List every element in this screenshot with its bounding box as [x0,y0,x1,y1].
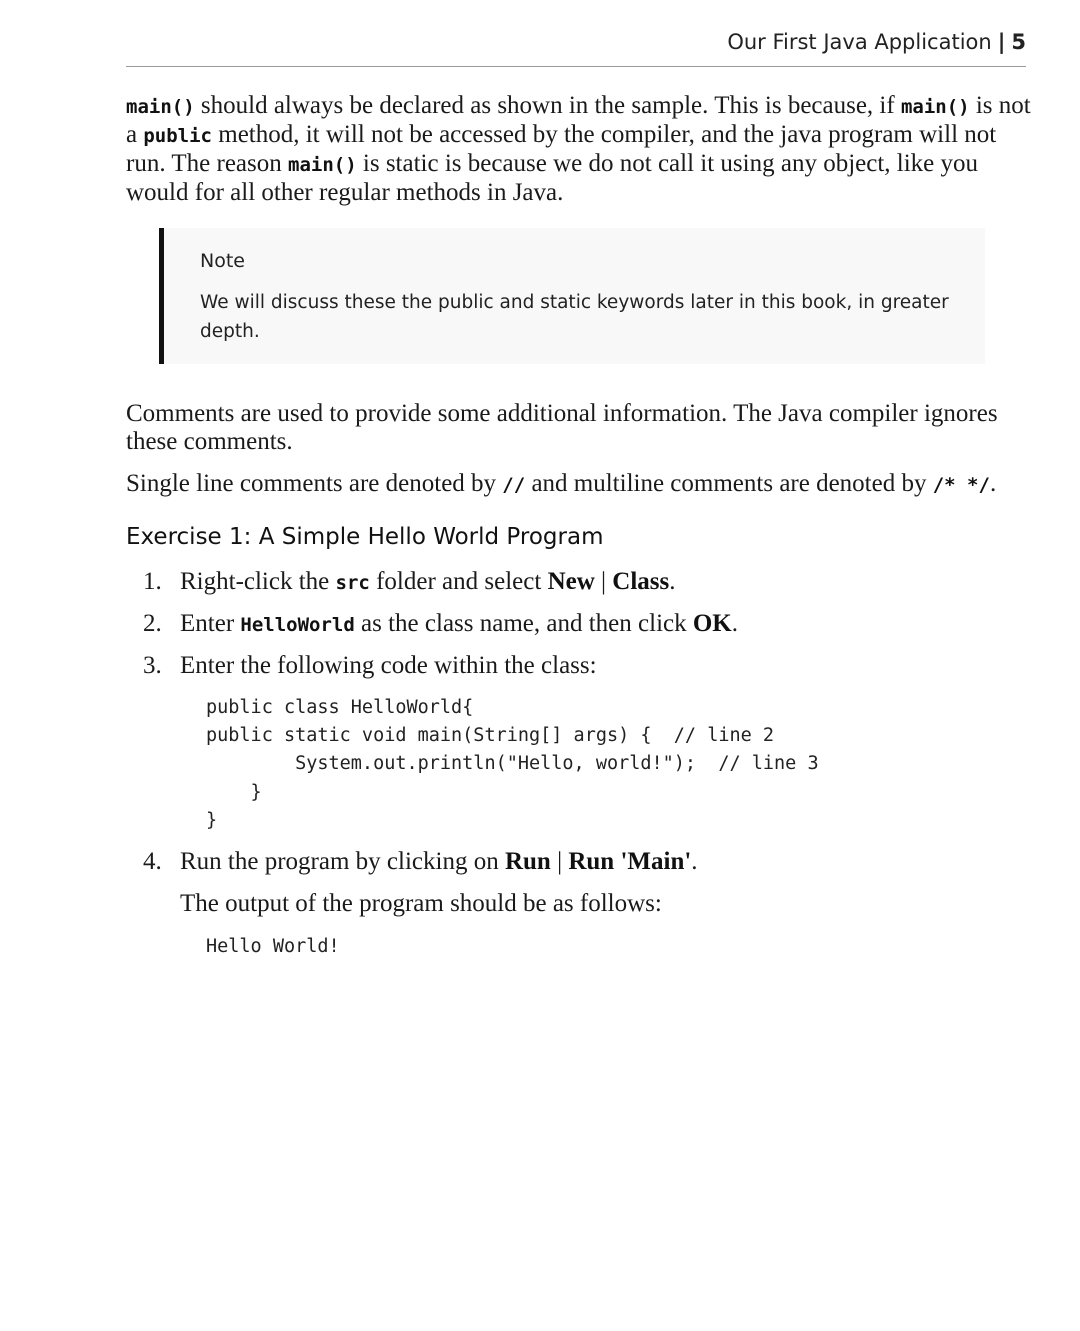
step-number: 3. [143,652,162,679]
running-head-separator: | [997,30,1006,54]
step-number: 2. [143,610,162,637]
step-3 [143,652,597,680]
text-run: as the class name, and then click [354,610,693,637]
text-run: . [989,470,997,497]
code-block-output: Hello World! [206,936,340,957]
menu-label: Run [504,848,551,875]
text-run: . [691,848,698,875]
inline-code: main() [900,96,970,118]
step-1 [143,568,676,597]
menu-label: Run 'Main' [568,848,692,875]
text-run: folder and select [369,568,548,595]
menu-label: New [547,568,595,595]
text-run: Right-click the [180,568,336,595]
text-run: and multiline comments are denoted by [525,470,933,497]
step-2 [143,610,738,639]
note-body: We will discuss these the public and static keywords later in this book, in greater depth. [200,292,949,342]
running-head-title: Our First Java Application [727,30,992,54]
exercise-heading: Exercise 1: A Simple Hello World Program [126,524,604,550]
paragraph-comment-syntax [126,470,1066,499]
text-run: . [669,568,676,595]
button-label: OK [692,610,732,637]
text-run: is static is because we do not call it using any object, like you would for all other regular methods in Java. [126,150,979,206]
text-run: | [550,848,569,875]
note-box [159,228,985,364]
page-header [126,28,1026,67]
inline-code: main() [126,96,195,118]
inline-code: /* */ [932,474,990,496]
step-number: 1. [143,568,162,595]
step-number: 4. [143,848,162,875]
inline-code: public [143,125,212,147]
text-run: Run the program by clicking on [180,848,505,875]
inline-code: main() [288,154,357,176]
running-head [727,30,1026,54]
text-run: is not a [126,92,1031,148]
inline-code: HelloWorld [240,614,355,636]
text-run: method, it will not be accessed by the compiler, and the java program will not run. The reason [126,121,997,177]
menu-label: Class [612,568,670,595]
inline-code: src [335,572,370,594]
step-4 [143,848,698,876]
note-title: Note [200,250,245,272]
text-run: | [594,568,613,595]
inline-code: // [502,474,526,496]
text-run: should always be declared as shown in the sample. This is because, if [194,92,901,119]
paragraph-main-method [126,92,1031,207]
code-block-helloworld: public class HelloWorld{ public static void main(String[] args) { // line 2 System.out.println("Hello, world!"); // line 3 } } [206,697,819,831]
text-run: Enter the following code within the class: [180,652,597,679]
text-run: . [731,610,739,637]
paragraph-comments: Comments are used to provide some additional information. The Java compiler ignores these comments. [126,400,998,455]
output-intro: The output of the program should be as follows: [180,890,662,917]
text-run: Single line comments are denoted by [126,470,503,497]
text-run: Enter [180,610,241,637]
page-number: 5 [1011,30,1026,54]
